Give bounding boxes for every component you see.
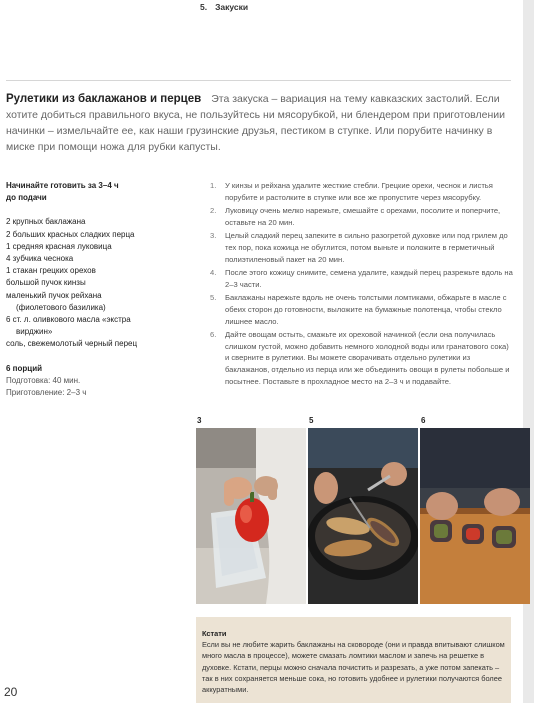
- photo-rolling-image: [420, 428, 530, 604]
- prep-time: Подготовка: 40 мин.: [6, 375, 81, 385]
- step-text: Баклажаны нарежьте вдоль не очень толстыми ломтиками, обжарьте в масле с обеих сторон до готовности, выложите на бумажные полотенца, чтобы стекло лишнее масло.: [225, 293, 507, 326]
- step-number: 1.: [210, 181, 217, 190]
- section-title: Закуски: [215, 2, 249, 12]
- ingredient-item: большой пучок кинзы: [6, 278, 86, 288]
- cook-time: Приготовление: 2–3 ч: [6, 388, 87, 398]
- recipe-intro-text: Эта закуска – вариация на тему кавказских застолий. Если хотите добиться правильного вкуса, не пользуйтесь ни мясорубкой, ни блендером при приготовлении начинки – измельчайте ее, как наши грузинские друзья, пестиком в ступке. Или порубите начинку в миске при помощи ножа для рубки капусты.: [6, 93, 506, 153]
- ingredient-item: 2 крупных баклажана: [6, 217, 86, 227]
- tip-text: Если вы не любите жарить баклажаны на сковороде (они и правда впитывают слишком много масла в процессе), можете смазать ломтики маслом и запечь на решетке в духовке. Кстати, перцы можно сначала почистить и разрезать, а уже потом запекать – так в них сохраняется меньше сока, но готовить удобнее и рулетики получаются более аккуратными.: [202, 640, 505, 695]
- step-item: [210, 230, 515, 265]
- recipe-title: Рулетики из баклажанов и перцев: [6, 93, 202, 105]
- step-number: 5.: [210, 293, 217, 303]
- ingredient-item: 6 ст. л. оливкового масла «экстра: [6, 315, 131, 325]
- ingredient-item: (фиолетового базилика): [16, 302, 106, 312]
- ingredients-heading-2: до подачи: [6, 193, 47, 203]
- steps-list: [210, 180, 515, 389]
- page-number: 20: [4, 685, 18, 699]
- step-number: 4.: [210, 268, 217, 278]
- photo-label: 3: [197, 416, 202, 425]
- step-text: Целый сладкий перец запеките в сильно разогретой духовке или под грилем до тех пор, пока кожица не обуглится, потом выньте и положите в герметичный полиэтиленовый пакет на 20 мин.: [225, 231, 508, 264]
- ingredients-heading-1: Начинайте готовить за 3–4 ч: [6, 181, 119, 190]
- step-number: 6.: [210, 330, 217, 340]
- ingredient-item: 4 зубчика чеснока: [6, 254, 74, 264]
- step-text: После этого кожицу снимите, семена удалите, каждый перец разрежьте вдоль на 2–3 части.: [225, 268, 513, 289]
- ingredient-item: соль, свежемолотый черный перец: [6, 339, 138, 349]
- ingredient-item: вирджин»: [16, 327, 53, 337]
- step-item: [210, 267, 515, 290]
- ingredient-item: 1 средняя красная луковица: [6, 241, 112, 251]
- step-item: [210, 329, 515, 387]
- photo-frying-eggplant: [308, 428, 418, 604]
- tip-title: Кстати: [202, 629, 227, 638]
- step-text: Луковицу очень мелко нарежьте, смешайте с орехами, посолите и поперчите, оставьте на 20 мин.: [225, 206, 501, 227]
- yield: 6 порций: [6, 363, 43, 373]
- step-item: [210, 180, 515, 203]
- ingredients-panel: [6, 180, 186, 399]
- photo-rolling: [420, 428, 530, 604]
- ingredient-item: маленький пучок рейхана: [6, 290, 102, 300]
- step-item: [210, 205, 515, 228]
- photo-frying-eggplant-image: [308, 428, 418, 604]
- photo-peeling-pepper-image: [196, 428, 306, 604]
- section-number: 5.: [200, 2, 208, 12]
- section-header: [200, 2, 248, 12]
- step-text: Дайте овощам остыть, смажьте их ореховой начинкой (если она получилась слишком густой, можно добавить немного холодной воды или гранатового сока) и сверните в рулетики. Вы можете сворачивать отдельно рулетики из баклажанов, отдельно из перца или же объединить овощи в рулеты побольше и посытнее. Поставьте в прохладное место на 2–3 ч и подавайте.: [225, 330, 510, 386]
- step-text: У кинзы и рейхана удалите жесткие стебли. Грецкие орехи, чеснок и листья порубите и растолките в ступке или все же пропустите через мясорубку.: [225, 181, 493, 202]
- recipe-intro: [6, 91, 516, 155]
- ingredient-item: 1 стакан грецких орехов: [6, 266, 96, 276]
- photo-peeling-pepper: [196, 428, 306, 604]
- step-number: 2.: [210, 206, 217, 216]
- ingredient-item: 2 больших красных сладких перца: [6, 229, 135, 239]
- step-item: [210, 292, 515, 327]
- divider: [6, 80, 511, 81]
- step-number: 3.: [210, 231, 217, 241]
- photo-label: 6: [421, 416, 426, 425]
- tip-box: [196, 617, 511, 703]
- photo-label: 5: [309, 416, 314, 425]
- top-bar: [0, 0, 534, 22]
